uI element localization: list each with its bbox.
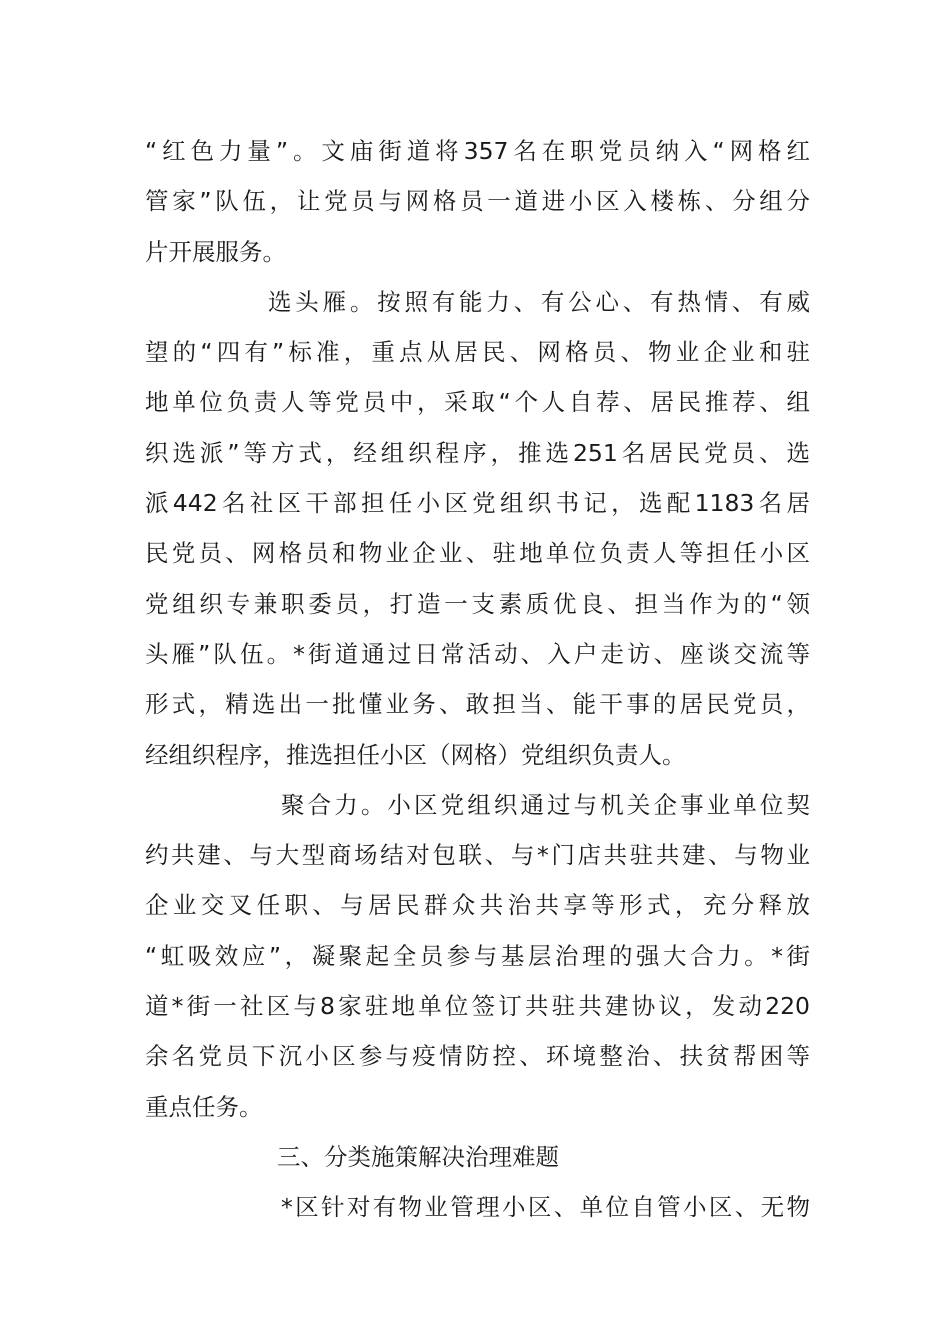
document-body xyxy=(145,126,810,1233)
text-line: “红色力量”。文庙街道将357名在职党员纳入“网格红 xyxy=(145,137,810,165)
text-line: 重点任务。 xyxy=(145,1092,263,1121)
text-line: 经组织程序，推选担任小区（网格）党组织负责人。 xyxy=(145,740,686,769)
paragraph-classified-policy xyxy=(145,1182,810,1232)
text-line: *区针对有物业管理小区、单位自管小区、无物 xyxy=(281,1193,810,1222)
text-line: 企业交叉任职、与居民群众共治共享等形式，充分释放 xyxy=(145,891,810,920)
text-line: 地单位负责人等党员中，采取“个人自荐、居民推荐、组 xyxy=(145,388,810,417)
text-line: 党组织专兼职委员，打造一支素质优良、担当作为的“领 xyxy=(145,589,810,618)
text-line: 望的“四有”标准，重点从居民、网格员、物业企业和驻 xyxy=(145,338,810,367)
paragraph-red-force xyxy=(145,126,810,277)
paragraph-gather-force xyxy=(145,780,810,1132)
text-line: 头雁”队伍。*街道通过日常活动、入户走访、座谈交流等 xyxy=(145,639,810,668)
text-line: 片开展服务。 xyxy=(145,237,286,266)
text-line: 选头雁。按照有能力、有公心、有热情、有威 xyxy=(268,287,810,316)
text-line: 约共建、与大型商场结对包联、与*门店共驻共建、与物业 xyxy=(145,841,810,870)
text-line: 民党员、网格员和物业企业、驻地单位负责人等担任小区 xyxy=(145,539,810,568)
text-line: 管家”队伍，让党员与网格员一道进小区入楼栋、分组分 xyxy=(145,187,810,216)
text-line: 聚合力。小区党组织通过与机关企事业单位契 xyxy=(281,790,810,819)
text-line: 派442名社区干部担任小区党组织书记，选配1183名居 xyxy=(145,489,810,518)
text-line: 织选派”等方式，经组织程序，推选251名居民党员、选 xyxy=(145,438,810,467)
section-heading: 三、分类施策解决治理难题 xyxy=(277,1142,559,1171)
paragraph-select-leaders xyxy=(145,277,810,780)
text-line: “虹吸效应”，凝聚起全员参与基层治理的强大合力。*街 xyxy=(145,941,810,970)
text-line: 形式，精选出一批懂业务、敢担当、能干事的居民党员， xyxy=(145,690,810,719)
text-line: 道*街一社区与8家驻地单位签订共驻共建协议，发动220 xyxy=(145,992,810,1021)
text-line: 余名党员下沉小区参与疫情防控、环境整治、扶贫帮困等 xyxy=(145,1042,810,1071)
